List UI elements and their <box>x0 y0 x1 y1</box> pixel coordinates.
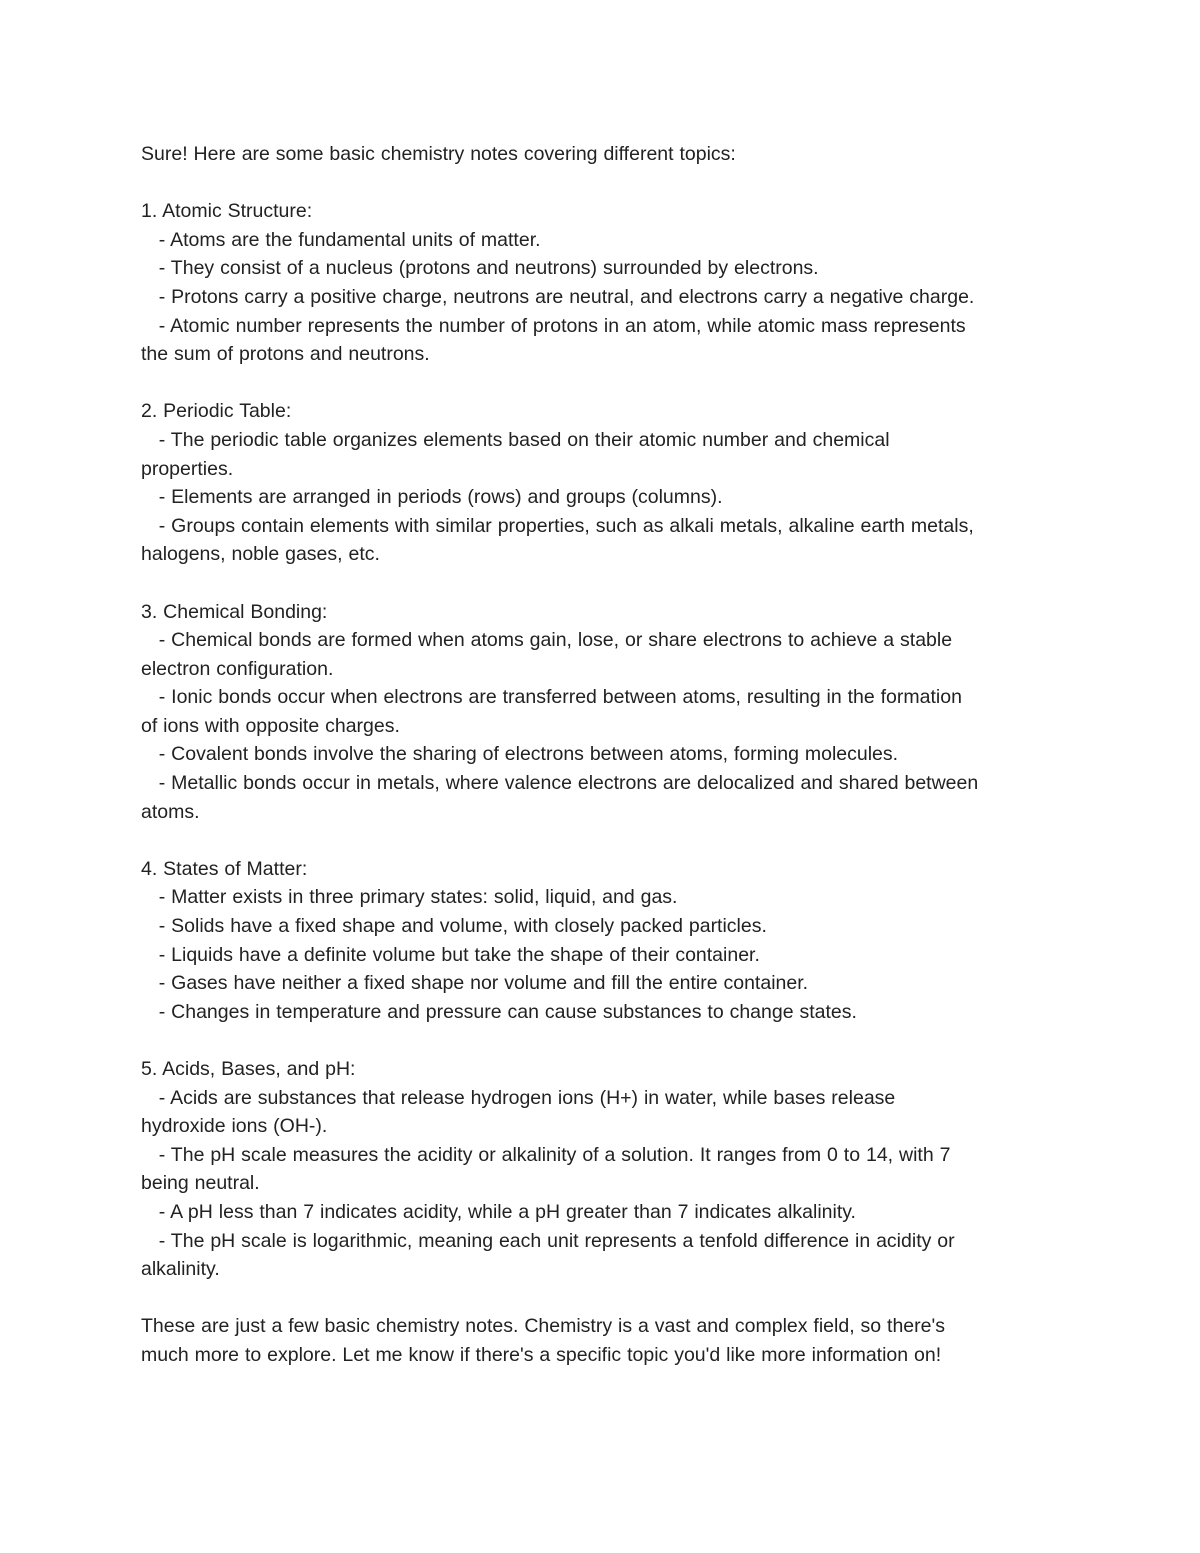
section-line: atoms. <box>141 800 200 823</box>
section-line: - Metallic bonds occur in metals, where valence electrons are delocalized and shared between <box>141 772 979 795</box>
spacer <box>141 369 1071 398</box>
section-line: - A pH less than 7 indicates acidity, while a pH greater than 7 indicates alkalinity. <box>141 1200 856 1223</box>
intro-text: Sure! Here are some basic chemistry notes covering different topics: <box>141 143 736 165</box>
section-line: - The pH scale is logarithmic, meaning each unit represents a tenfold difference in acidity or <box>141 1229 955 1252</box>
section-heading: 1. Atomic Structure: <box>141 200 313 223</box>
closing-line: These are just a few basic chemistry notes. Chemistry is a vast and complex field, so there's <box>141 1315 945 1338</box>
section-line: - Protons carry a positive charge, neutrons are neutral, and electrons carry a negative charge. <box>141 285 975 308</box>
section-line: - Atomic number represents the number of protons in an atom, while atomic mass represents <box>141 314 966 337</box>
section-heading: 2. Periodic Table: <box>141 400 292 423</box>
section-line: of ions with opposite charges. <box>141 714 400 737</box>
section-line: - Chemical bonds are formed when atoms gain, lose, or share electrons to achieve a stable <box>141 629 953 652</box>
section-line: electron configuration. <box>141 657 334 680</box>
spacer <box>141 826 1071 855</box>
section-line: - Elements are arranged in periods (rows) and groups (columns). <box>141 486 723 509</box>
section-line: properties. <box>141 457 234 480</box>
section-line: - Groups contain elements with similar properties, such as alkali metals, alkaline earth metals, <box>141 514 974 537</box>
closing-line: much more to explore. Let me know if there's a specific topic you'd like more information on! <box>141 1343 942 1366</box>
spacer <box>141 169 1071 198</box>
section-heading: 5. Acids, Bases, and pH: <box>141 1058 356 1080</box>
section-line: - Changes in temperature and pressure can cause substances to change states. <box>141 1000 857 1023</box>
section-heading: 4. States of Matter: <box>141 857 308 880</box>
section-line: - The pH scale measures the acidity or alkalinity of a solution. It ranges from 0 to 14, with 7 <box>141 1143 951 1166</box>
section-line: - Gases have neither a fixed shape nor volume and fill the entire container. <box>141 972 809 995</box>
document-body <box>141 140 1071 1370</box>
section-line: halogens, noble gases, etc. <box>141 543 380 566</box>
section-line: hydroxide ions (OH-). <box>141 1115 328 1138</box>
section-line: - The periodic table organizes elements based on their atomic number and chemical <box>141 428 890 451</box>
section-heading: 3. Chemical Bonding: <box>141 600 328 623</box>
spacer <box>141 1026 1071 1055</box>
section-line: - Atoms are the fundamental units of matter. <box>141 228 541 251</box>
section-line: being neutral. <box>141 1172 260 1195</box>
section-line: - Solids have a fixed shape and volume, with closely packed particles. <box>141 915 767 938</box>
section-line: alkalinity. <box>141 1258 220 1281</box>
section-line: - Covalent bonds involve the sharing of electrons between atoms, forming molecules. <box>141 743 899 766</box>
section-line: - Matter exists in three primary states: solid, liquid, and gas. <box>141 886 678 909</box>
spacer <box>141 569 1071 598</box>
section-line: - Ionic bonds occur when electrons are transferred between atoms, resulting in the formation <box>141 686 962 709</box>
section-line: the sum of protons and neutrons. <box>141 343 430 366</box>
section-line: - They consist of a nucleus (protons and neutrons) surrounded by electrons. <box>141 257 819 280</box>
section-line: - Liquids have a definite volume but take the shape of their container. <box>141 943 760 966</box>
spacer <box>141 1284 1071 1313</box>
section-line: - Acids are substances that release hydrogen ions (H+) in water, while bases release <box>141 1086 896 1109</box>
